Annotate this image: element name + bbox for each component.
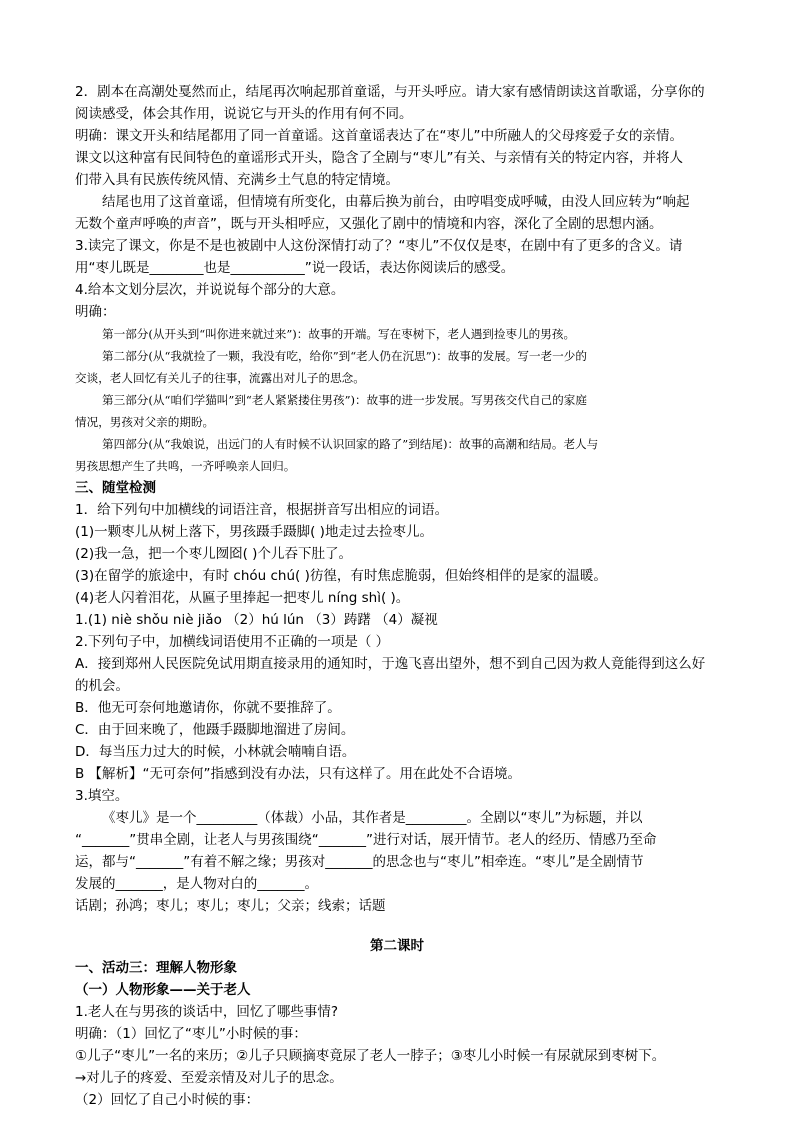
text-line: 第一部分(从开头到“叫你进来就过来”)：故事的开端。写在枣树下，老人遇到捡枣儿的男孩。	[102, 327, 576, 341]
text-line: 交谈，老人回忆有关儿子的往事，流露出对儿子的思念。	[75, 371, 365, 385]
text-line: 三、随堂检测	[75, 480, 156, 496]
text-line: 1．给下列句中加横线的词语注音，根据拼音写出相应的词语。	[75, 502, 449, 518]
text-line: 男孩思想产生了共鸣，一齐呼唤亲人回归。	[75, 459, 296, 473]
text-line: “_______”贯串全剧，让老人与男孩围绕“_______”进行对话，展开情节。老人的经历、情感乃至命	[75, 832, 657, 848]
text-line: B 【解析】“无可奈何”指感到没有办法，只有这样了。用在此处不合语境。	[75, 766, 522, 782]
text-line: 3.读完了课文，你是不是也被剧中人这份深情打动了？“枣儿”不仅仅是枣，在剧中有了更多的含义。请	[75, 238, 683, 254]
text-line: 2.下列句子中，加横线词语使用不正确的一项是（ ）	[75, 634, 390, 650]
text-line: 发展的_______，是人物对白的_______。	[75, 876, 318, 892]
text-line: (2)我一急，把一个枣儿囫囵( )个儿吞下肚了。	[75, 546, 352, 562]
text-line: 3.填空。	[75, 788, 129, 804]
text-line: ①儿子“枣儿”一名的来历；②儿子只顾摘枣竟尿了老人一脖子；③枣儿小时候一有尿就尿到枣树下。	[75, 1048, 666, 1064]
text-line: (3)在留学的旅途中，有时 chóu chú( )彷徨，有时焦虑脆弱，但始终相伴的是家的温暖。	[75, 568, 607, 584]
text-line: 2．剧本在高潮处戛然而止，结尾再次响起那首童谣，与开头呼应。请大家有感情朗读这首歌谣，分享你的	[75, 84, 705, 100]
text-line: 第三部分(从“咱们学猫叫”到“老人紧紧搂住男孩”)：故事的进一步发展。写男孩交代自己的家庭	[102, 393, 587, 407]
text-line: 一、活动三：理解人物形象	[75, 960, 237, 976]
text-line: B．他无可奈何地邀请你，你就不要推辞了。	[75, 700, 341, 716]
text-line: 用“枣儿既是________也是___________”说一段话，表达你阅读后的感受。	[75, 260, 515, 276]
text-line: 第二课时	[370, 938, 424, 954]
text-line: 无数个童声呼唤的声音”，既与开头相呼应，又强化了剧中的情境和内容，深化了全剧的思想内涵。	[75, 216, 663, 232]
text-line: (4)老人闪着泪花，从匾子里捧起一把枣儿 níng shì( )。	[75, 590, 410, 606]
text-line: 的机会。	[75, 678, 129, 694]
text-line: 第四部分(从“我娘说，出远门的人有时候不认识回家的路了”到结尾)：故事的高潮和结局。老人与	[102, 437, 599, 451]
text-line: （2）回忆了自己小时候的事：	[75, 1092, 260, 1108]
text-line: →对儿子的疼爱、至爱亲情及对儿子的思念。	[75, 1070, 343, 1086]
text-line: 话剧；孙鸿；枣儿；枣儿；枣儿；父亲；线索；话题	[75, 898, 386, 914]
text-line: 4.给本文划分层次，并说说每个部分的大意。	[75, 282, 345, 298]
text-line: 运，都与“_______”有着不解之缘；男孩对_______的思念也与“枣儿”相牵连。“枣儿”是全剧情节	[75, 854, 644, 870]
text-line: 课文以这种富有民间特色的童谣形式开头，隐含了全剧与“枣儿”有关、与亲情有关的特定内容，并将人	[75, 150, 683, 166]
text-line: 1.(1) niè shǒu niè jiǎo （2）hú lún （3）踌躇 （4）凝视	[75, 612, 438, 628]
text-line: A．接到郑州人民医院免试用期直接录用的通知时，于逸飞喜出望外，想不到自己因为救人竟能得到这么好	[75, 656, 706, 672]
text-line: 明确：	[75, 304, 116, 320]
text-line: 《枣儿》是一个_________（体裁）小品，其作者是_________。全剧以“枣儿”为标题，并以	[102, 810, 643, 826]
text-line: C．由于回来晚了，他蹑手蹑脚地溜进了房间。	[75, 722, 355, 738]
text-line: （一）人物形象——关于老人	[75, 982, 251, 998]
text-line: 明确：（1）回忆了“枣儿”小时候的事：	[75, 1026, 307, 1042]
text-line: 第二部分(从“我就捡了一颗，我没有吃，给你”到“老人仍在沉思”)：故事的发展。写一老一少的	[102, 349, 587, 363]
text-line: 情况，男孩对父亲的期盼。	[75, 415, 215, 429]
text-line: 们带入具有民族传统风情、充满乡土气息的特定情境。	[75, 172, 399, 188]
text-line: D．每当压力过大的时候，小林就会喃喃自语。	[75, 744, 356, 760]
text-line: 结尾也用了这首童谣，但情境有所变化，由幕后换为前台，由哼唱变成呼喊，由没人回应转为“响起	[102, 194, 690, 210]
text-line: 1.老人在与男孩的谈话中，回忆了哪些事情?	[75, 1004, 339, 1020]
text-line: 明确：课文开头和结尾都用了同一首童谣。这首童谣表达了在“枣儿”中所融人的父母疼爱子女的亲情。	[75, 128, 683, 144]
text-line: (1)一颗枣儿从树上落下，男孩蹑手蹑脚( )地走过去捡枣儿。	[75, 524, 433, 540]
text-line: 阅读感受，体会其作用，说说它与开头的作用有何不同。	[75, 106, 413, 122]
